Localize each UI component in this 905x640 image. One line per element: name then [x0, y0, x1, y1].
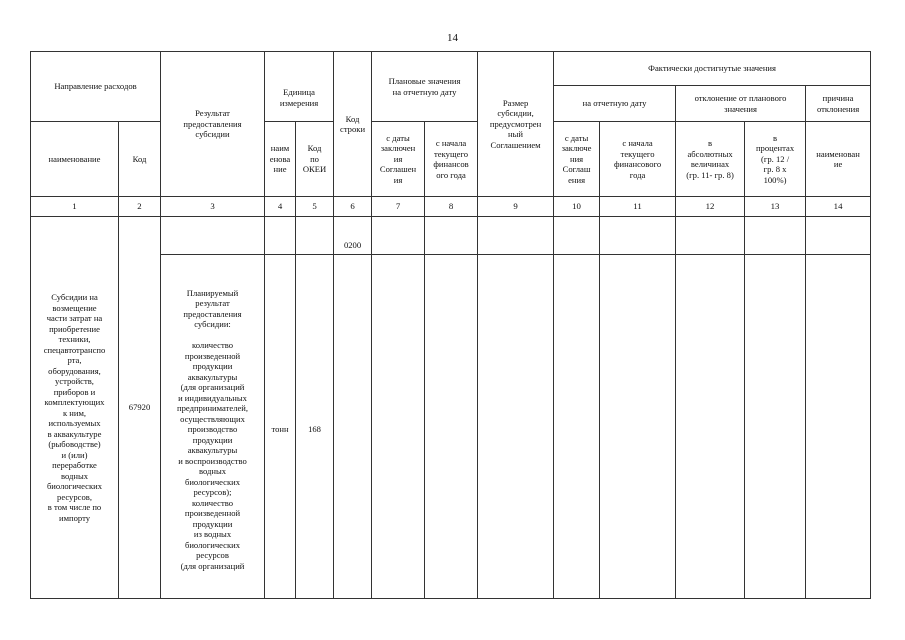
- column-number: 1: [31, 197, 119, 217]
- header-line-code: Код строки: [334, 52, 372, 197]
- table-cell: [745, 255, 806, 599]
- report-table: [30, 51, 871, 599]
- table-cell: [806, 217, 871, 255]
- header-actual-from-agreement: с даты заключе ния Соглаш ения: [554, 122, 600, 197]
- column-number: 5: [296, 197, 334, 217]
- okei-code-cell: [296, 217, 334, 255]
- column-number: 11: [600, 197, 676, 217]
- header-direction: Направление расходов: [31, 52, 161, 122]
- column-number: 4: [265, 197, 296, 217]
- header-reason: причина отклонения: [806, 86, 871, 122]
- table-cell: [806, 255, 871, 599]
- column-number: 2: [119, 197, 161, 217]
- header-unit: Единица измерения: [265, 52, 334, 122]
- table-cell: [372, 255, 425, 599]
- column-number: 8: [425, 197, 478, 217]
- header-absolute: в абсолютных величинах (гр. 11- гр. 8): [676, 122, 745, 197]
- header-planned: Плановые значения на отчетную дату: [372, 52, 478, 122]
- table-cell: [676, 255, 745, 599]
- unit-name-cell: [265, 217, 296, 255]
- table-cell: [554, 217, 600, 255]
- column-number: 13: [745, 197, 806, 217]
- column-number: 12: [676, 197, 745, 217]
- header-code: Код: [119, 122, 161, 197]
- table-cell: [745, 217, 806, 255]
- page-number: 14: [447, 32, 458, 44]
- header-from-year-start: с начала текущего финансов ого года: [425, 122, 478, 197]
- header-unit-name: наим енова ние: [265, 122, 296, 197]
- unit-name-value: тонн: [265, 255, 296, 599]
- table-cell: [478, 217, 554, 255]
- result-cell: [161, 217, 265, 255]
- table-cell: [372, 217, 425, 255]
- column-number: 6: [334, 197, 372, 217]
- header-from-agreement: с даты заключен ия Соглашен ия: [372, 122, 425, 197]
- table-cell: [425, 217, 478, 255]
- header-actual-from-year-start: с начала текущего финансового года: [600, 122, 676, 197]
- line-code-cell: 0200: [334, 217, 372, 255]
- table-cell: [478, 255, 554, 599]
- column-number: 7: [372, 197, 425, 217]
- direction-name-cell: Субсидии на возмещение части затрат на приобретение техники, спецавтотранспо рта, оборудования, устройств, приборов и комплектующих к ним, используемых в аквакультуре (рыбоводстве) и (или) переработке водных биологических ресурсов, в том числе по импорту: [31, 217, 119, 599]
- table-cell: [425, 255, 478, 599]
- header-actual: Фактически достигнутые значения: [554, 52, 871, 86]
- column-number: 14: [806, 197, 871, 217]
- header-percent: в процентах (гр. 12 / гр. 8 х 100%): [745, 122, 806, 197]
- okei-code-value: 168: [296, 255, 334, 599]
- table-cell: [600, 217, 676, 255]
- header-name: наименование: [31, 122, 119, 197]
- column-number: 3: [161, 197, 265, 217]
- header-result: Результат предоставления субсидии: [161, 52, 265, 197]
- table-cell: [676, 217, 745, 255]
- header-okei-code: Код по ОКЕИ: [296, 122, 334, 197]
- column-number: 9: [478, 197, 554, 217]
- header-reason-name: наименован ие: [806, 122, 871, 197]
- table-cell: [600, 255, 676, 599]
- table-cell: [334, 255, 372, 599]
- header-subsidy-size: Размер субсидии, предусмотрен ный Соглашением: [478, 52, 554, 197]
- table-cell: [554, 255, 600, 599]
- direction-code-cell: 67920: [119, 217, 161, 599]
- header-deviation: отклонение от планового значения: [676, 86, 806, 122]
- header-at-report-date: на отчетную дату: [554, 86, 676, 122]
- result-description-cell: Планируемый результат предоставления субсидии: количество произведенной продукции аквакультуры (для организаций и индивидуальных предпринимателей, осуществляющих производство продукции аквакультуры и воспроизводство водных биологических ресурсов); количество произведенной продукции из водных биологических ресурсов (для организаций: [161, 255, 265, 599]
- column-number: 10: [554, 197, 600, 217]
